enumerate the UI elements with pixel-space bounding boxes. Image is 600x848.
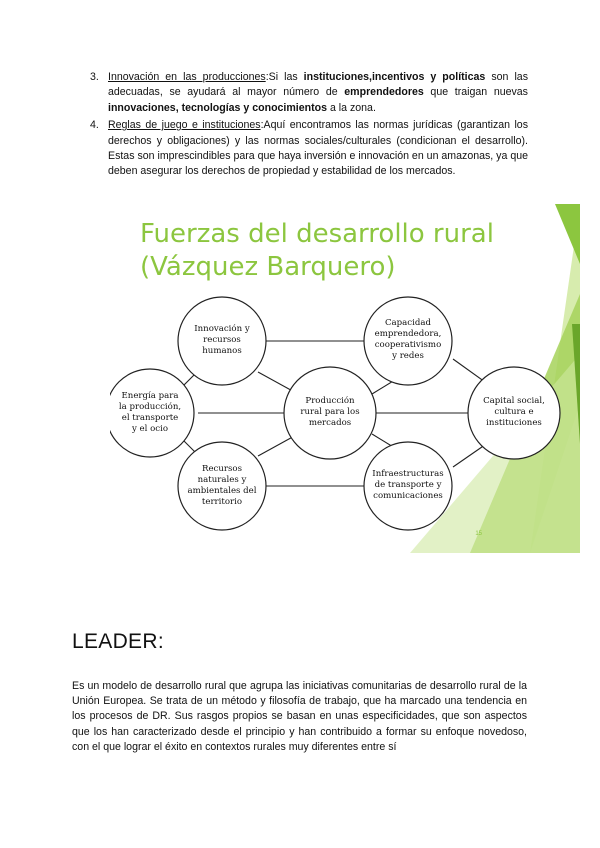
list-number: 4. [90,119,99,132]
node-innovacion: Innovación y recursos humanos [194,324,250,356]
node-capital: Capital social, cultura e instituciones [483,396,545,428]
item-text: Reglas de juego e instituciones:Aquí encontramos las normas jurídicas (garantizan los derechos y obligaciones) y las normas sociales/culturales (condicionan el desarrollo). Estas son imprescindibles para que haya inversión e innovación en un amazonas, ya que deben asegurar los derechos de propiedad y estabilidad de los mercados. [108,119,528,178]
numbered-list [88,70,528,182]
bold-phrase: emprendedores [344,86,424,99]
bold-phrase: instituciones,incentivos y políticas [303,71,486,83]
leader-paragraph: Es un modelo de desarrollo rural que agrupa las iniciativas comunitarias de desarrollo rural de la Unión Europea. Se trata de un método y filosofía de trabajo, que ha marcado una tendencia en los procesos de DR. Sus rasgos propios se basan en unas especificidades, que son aspectos que los han caracterizado desde el principio y han contribuido a formar su enfoque novedoso, con el que lograr el éxito en contextos rurales muy diferentes entre sí [72,679,527,754]
node-produccion: Producción rural para los mercados [300,396,360,428]
section-heading: LEADER: [72,630,164,653]
node-infraestructuras: Infraestructuras de transporte y comunicaciones [372,469,444,501]
slide-image [110,204,580,553]
item-text: Innovación en las producciones:Si las instituciones,incentivos y políticas son las adecuadas, se ayudará al mayor número de emprendedores que traigan nuevas innovaciones, tecnologías y conocimientos a la zona. [108,71,528,114]
list-item-3 [88,70,528,116]
node-energia: Energía para la producción, el transporte y el ocio [118,391,182,434]
item-heading: Innovación en las producciones [108,71,266,83]
node-recursos: Recursos naturales y ambientales del territorio [187,464,257,507]
node-capacidad: Capacidad emprendedora, cooperativismo y redes [374,318,442,361]
slide-number: 15 [475,531,482,537]
list-number: 3. [90,71,99,83]
bold-phrase: innovaciones, tecnologías y conocimientos [108,101,327,114]
item-heading: Reglas de juego e instituciones [108,119,261,132]
list-item-4 [88,118,528,180]
slide-title: Fuerzas del desarrollo rural (Vázquez Barquero) [140,219,494,282]
decor-shape [555,204,580,264]
